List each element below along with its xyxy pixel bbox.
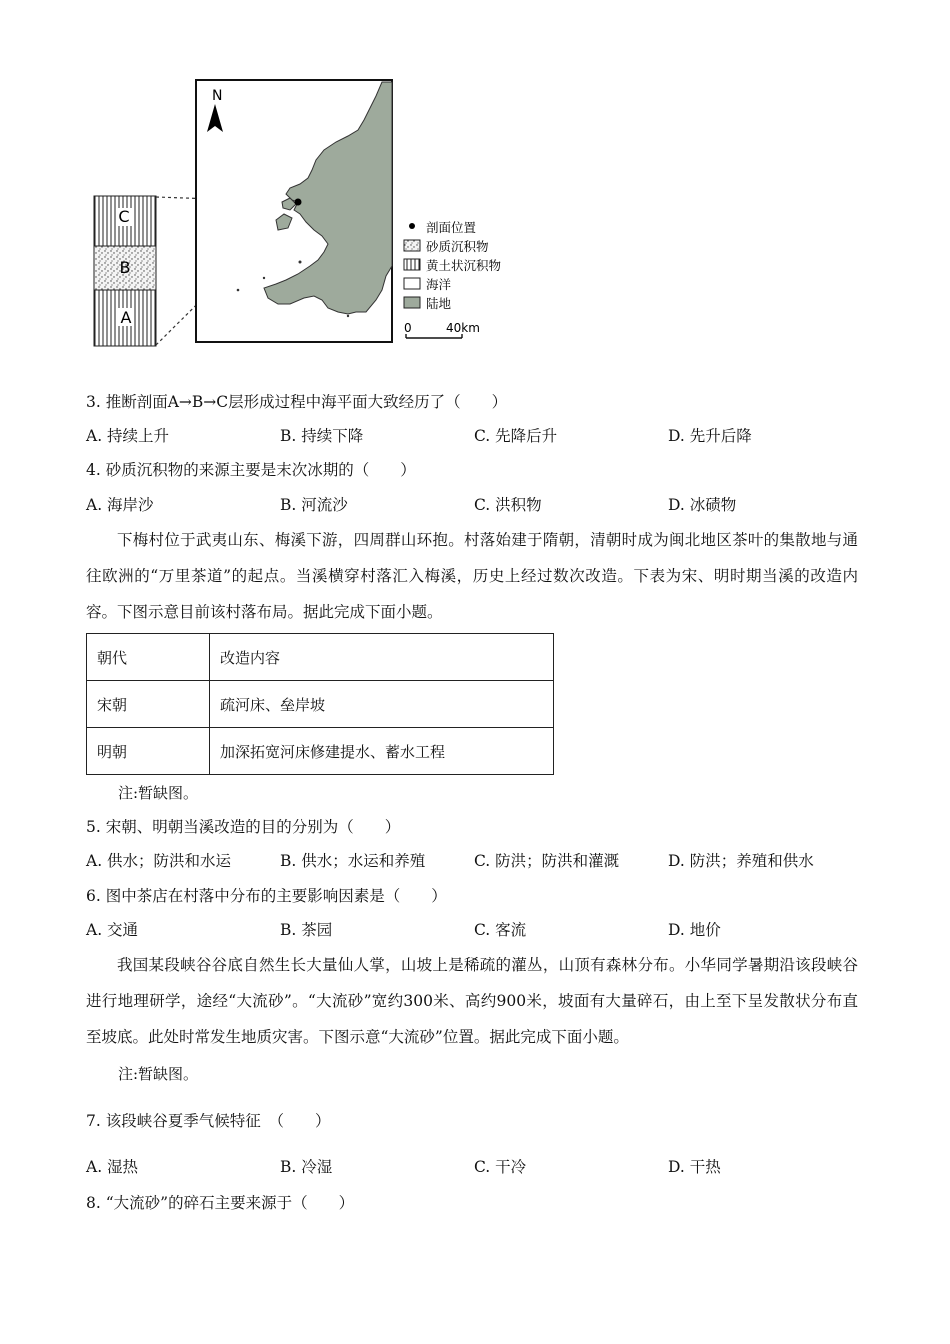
legend-ocean-swatch: [404, 278, 420, 289]
q4-option-a[interactable]: A. 海岸沙: [86, 496, 154, 514]
reform-table: [86, 633, 554, 775]
note-missing-figure-2: 注:暂缺图。: [118, 1065, 199, 1083]
legend-label-sand: 砂质沉积物: [426, 239, 489, 254]
q7-option-b[interactable]: B. 冷湿: [280, 1158, 333, 1176]
question-3-stem: 3. 推断剖面A→B→C层形成过程中海平面大致经历了（ ）: [86, 393, 508, 411]
table-row: [87, 681, 554, 728]
profile-location-dot: [295, 199, 302, 206]
q5-option-b[interactable]: B. 供水；水运和养殖: [280, 852, 426, 870]
scale-bar: [404, 321, 480, 338]
table-cell: 加深拓宽河床修建提水、蓄水工程: [210, 728, 554, 775]
legend-label-land: 陆地: [426, 296, 452, 311]
q5-option-d[interactable]: D. 防洪；养殖和供水: [668, 852, 814, 870]
legend: [404, 220, 502, 311]
table-header-row: [87, 634, 554, 681]
islet: [347, 315, 349, 317]
question-6-stem: 6. 图中茶店在村落中分布的主要影响因素是（ ）: [86, 887, 447, 905]
legend-land-swatch: [404, 297, 420, 308]
q7-option-d[interactable]: D. 干热: [668, 1158, 721, 1176]
legend-loess-swatch: [404, 259, 420, 270]
section-map-figure: [86, 76, 526, 348]
legend-sand-swatch: [404, 240, 420, 251]
passage-great-flowing-sand: 我国某段峡谷谷底自然生长大量仙人掌，山坡上是稀疏的灌丛，山顶有森林分布。小华同学暑期沿该段峡谷进行地理研学，途经“大流砂”。“大流砂”宽约300米、高约900米，坡面有大量碎石，由上至下呈发散状分布直至坡底。此处时常发生地质灾害。下图示意“大流砂”位置。据此完成下面小题。: [86, 956, 858, 1046]
legend-label-ocean: 海洋: [426, 277, 452, 292]
passage-xiamei-village: 下梅村位于武夷山东、梅溪下游，四周群山环抱。村落始建于隋朝，清朝时成为闽北地区茶叶的集散地与通往欧洲的“万里茶道”的起点。当溪横穿村落汇入梅溪，历史上经过数次改造。下表为宋、明时期当溪的改造内容。下图示意目前该村落布局。据此完成下面小题。: [86, 531, 858, 621]
q7-option-c[interactable]: C. 干冷: [474, 1158, 527, 1176]
islet: [237, 289, 240, 292]
islet: [263, 277, 265, 279]
q5-option-c[interactable]: C. 防洪；防洪和灌溉: [474, 852, 620, 870]
question-5-stem: 5. 宋朝、明朝当溪改造的目的分别为（ ）: [86, 818, 401, 836]
table-cell: 疏河床、垒岸坡: [210, 681, 554, 728]
q5-option-a[interactable]: A. 供水；防洪和水运: [86, 852, 232, 870]
legend-dot-icon: [409, 223, 415, 229]
layer-label-a: A: [120, 308, 132, 327]
question-4-stem: 4. 砂质沉积物的来源主要是末次冰期的（ ）: [86, 461, 416, 479]
q6-option-d[interactable]: D. 地价: [668, 921, 721, 939]
q3-option-a[interactable]: A. 持续上升: [86, 427, 170, 445]
question-8-stem: 8. “大流砂”的碎石主要来源于（ ）: [86, 1194, 355, 1212]
table-header-dynasty: 朝代: [87, 634, 210, 681]
q3-option-b[interactable]: B. 持续下降: [280, 427, 364, 445]
q6-option-a[interactable]: A. 交通: [86, 921, 139, 939]
q4-option-c[interactable]: C. 洪积物: [474, 496, 542, 514]
q6-option-b[interactable]: B. 茶园: [280, 921, 333, 939]
legend-label-dot: 剖面位置: [426, 220, 477, 235]
note-missing-figure-1: 注:暂缺图。: [118, 784, 199, 802]
q4-option-d[interactable]: D. 冰碛物: [668, 496, 737, 514]
table-row: [87, 728, 554, 775]
table-cell: 明朝: [87, 728, 210, 775]
q6-option-c[interactable]: C. 客流: [474, 921, 527, 939]
svg-text:40km: 40km: [446, 321, 480, 335]
q3-option-c[interactable]: C. 先降后升: [474, 427, 558, 445]
svg-text:N: N: [212, 88, 223, 104]
layer-label-b: B: [119, 258, 131, 277]
question-7-stem: 7. 该段峡谷夏季气候特征 （ ）: [86, 1112, 331, 1130]
q7-option-a[interactable]: A. 湿热: [86, 1158, 139, 1176]
stratigraphic-column: [94, 196, 156, 346]
q3-option-d[interactable]: D. 先升后降: [668, 427, 752, 445]
svg-text:0: 0: [404, 321, 412, 335]
layer-label-c: C: [118, 207, 130, 226]
table-header-content: 改造内容: [210, 634, 554, 681]
q4-option-b[interactable]: B. 河流沙: [280, 496, 348, 514]
islet: [299, 261, 302, 264]
legend-label-loess: 黄土状沉积物: [426, 258, 502, 273]
table-cell: 宋朝: [87, 681, 210, 728]
